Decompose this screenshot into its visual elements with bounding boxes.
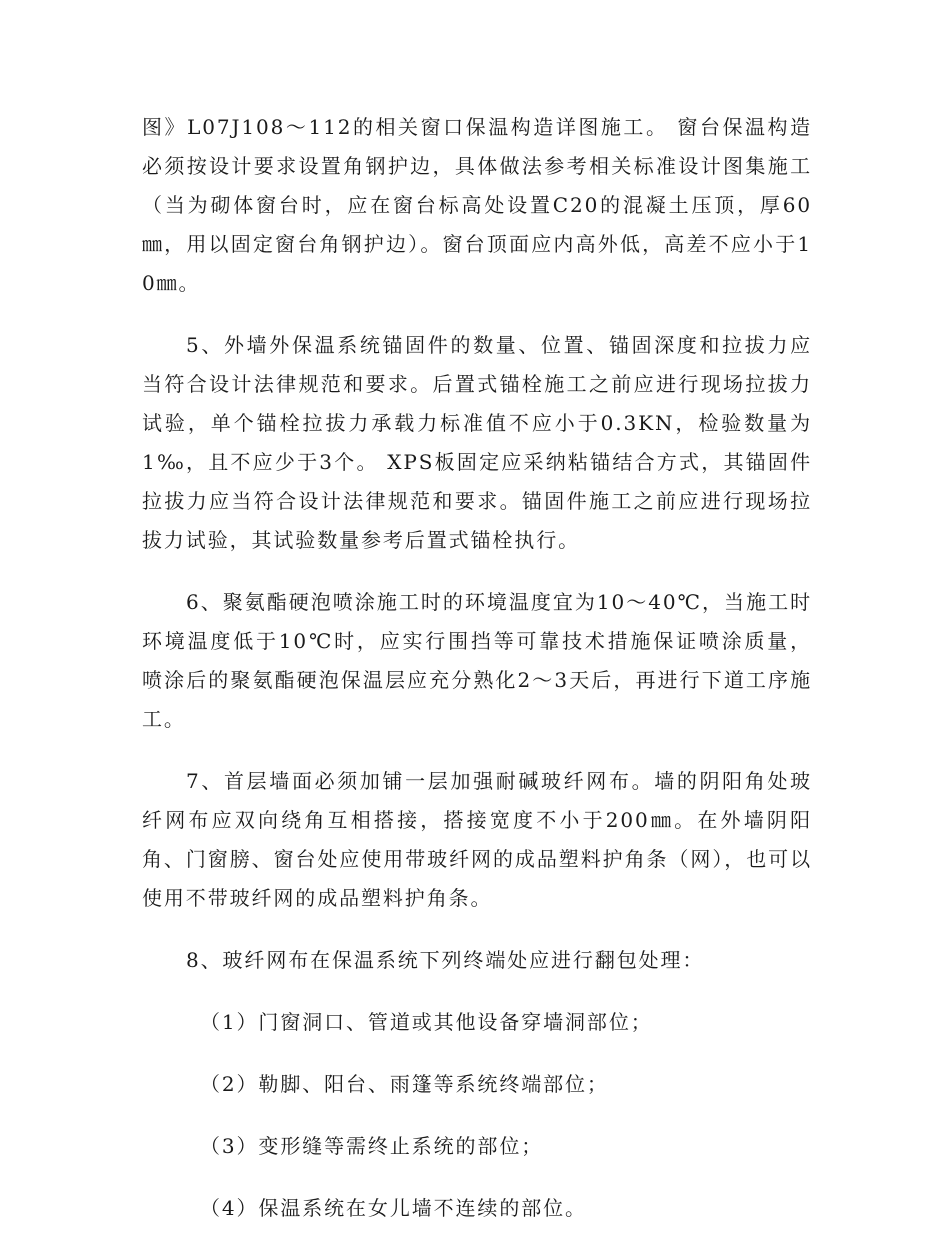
document-body [142, 108, 812, 1251]
paragraph-polyurethane-spray: 6、聚氨酯硬泡喷涂施工时的环境温度宜为10～40℃，当施工时环境温度低于10℃时，应实行围挡等可靠技术措施保证喷涂质量， 喷涂后的聚氨酯硬泡保温层应充分熟化2～3天后，再进行下道工序施工。 [142, 590, 812, 731]
paragraph-window-insulation: 图》L07J108～112的相关窗口保温构造详图施工。 窗台保温构造必须按设计要求设置角钢护边，具体做法参考相关标准设计图集施工（当为砌体窗台时，应在窗台标高处设置C20的混凝土压顶，厚60㎜，用以固定窗台角钢护边）。窗台顶面应内高外低，高差不应小于10㎜。 [142, 115, 812, 295]
paragraph-anchor-requirements: 5、外墙外保温系统锚固件的数量、位置、锚固深度和拉拔力应当符合设计法律规范和要求。后置式锚栓施工之前应进行现场拉拔力试验，单个锚栓拉拔力承载力标准值不应小于0.3KN，检验数量为1‰，且不应少于3个。 XPS板固定应采纳粘锚结合方式，其锚固件拉拔力应当符合设计法律规范和要求。锚固件施工之前应进行现场拉拔力试验，其试验数量参考后置式锚栓执行。 [142, 333, 812, 552]
paragraph-mesh-wrapping: 8、玻纤网布在保温系统下列终端处应进行翻包处理： [186, 948, 705, 972]
list-item-door-window-openings: （1）门窗洞口、管道或其他设备穿墙洞部位； [200, 1010, 653, 1034]
paragraph-fiberglass-mesh: 7、首层墙面必须加铺一层加强耐碱玻纤网布。墙的阴阳角处玻纤网布应双向绕角互相搭接，搭接宽度不小于200㎜。在外墙阴阳角、门窗膀、窗台处应使用带玻纤网的成品塑料护角条（网），也可以使用不带玻纤网的成品塑料护角条。 [142, 769, 812, 910]
list-item-expansion-joints: （3）变形缝等需终止系统的部位； [200, 1134, 544, 1158]
list-item-parapet: （4）保温系统在女儿墙不连续的部位。 [200, 1196, 587, 1220]
list-item-plinth-balcony: （2）勒脚、阳台、雨篷等系统终端部位； [200, 1072, 609, 1096]
